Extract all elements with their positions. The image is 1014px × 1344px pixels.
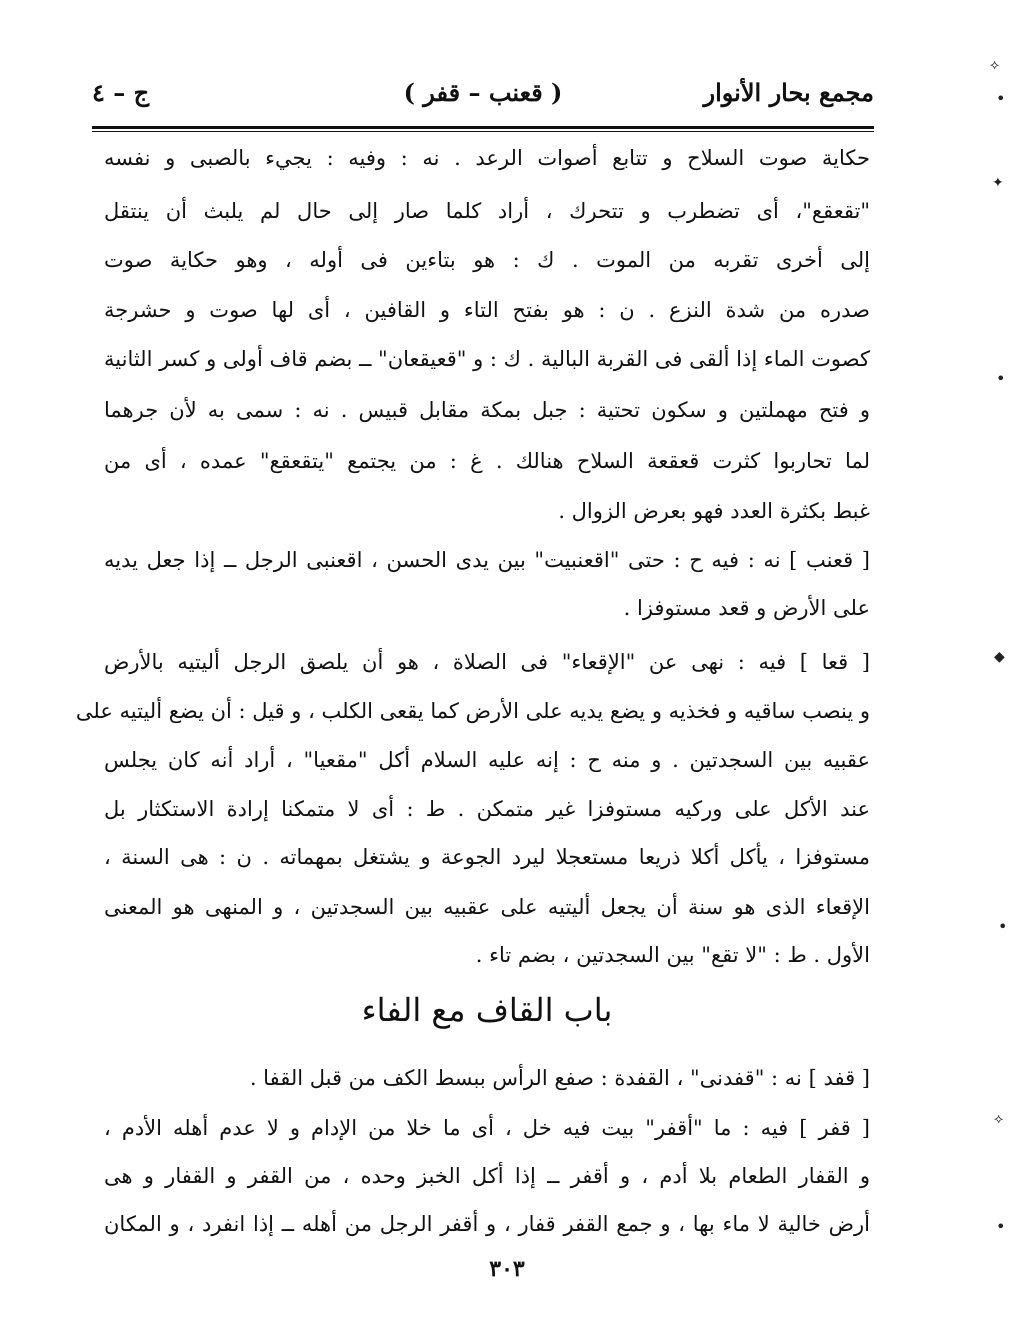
page-number: ٣٠٣ <box>489 1256 525 1282</box>
entry-qaa-line-3: عقبيه بين السجدتين . و منه ح : إنه عليه السلام أكل "مقعيا" ، أراد أنه كان يجلس <box>104 748 870 772</box>
section-title: باب القاف مع الفاء <box>361 991 613 1029</box>
entry-qanab-line-2: على الأرض و قعد مستوفزا . <box>623 596 870 620</box>
entry-qanab-line-1: [ قعنب ] نه : فيه ح : حتى "اقعنبيت" بين يدى الحسن ، اقعنبى الرجل ــ إذا جعل يديه <box>104 548 870 572</box>
scan-speck: • <box>996 89 1006 108</box>
scan-speck: ◆ <box>994 649 1005 665</box>
text-line-2: "تقعقع"، أى تضطرب و تتحرك ، أراد كلما صار إلى حال لم يلبث أن ينتقل <box>104 199 870 223</box>
entry-qaa-line-5: مستوفزا ، يأكل أكلا ذريعا مستعجلا ليرد الجوعة و يشتغل بمهماته . ن : هى السنة ، <box>104 845 870 869</box>
header-rule-thick <box>92 126 874 129</box>
scan-speck: ⟡ <box>990 57 1000 73</box>
entry-qaa-line-1: [ قعا ] فيه : نهى عن "الإقعاء" فى الصلاة ، هو أن يلصق الرجل أليتيه بالأرض <box>104 650 870 674</box>
text-line-7: لما تحاربوا كثرت قعقعة السلاح هنالك . غ : من يجتمع "يتقعقع" عمده ، أى من <box>104 449 870 473</box>
text-line-3: إلى أخرى تقربه من الموت . ك : هو بتاءين فى أوله ، وهو حكاية صوت <box>104 248 870 272</box>
scan-speck: • <box>996 369 1006 388</box>
text-line-5: كصوت الماء إذا ألقى فى القربة البالية . ك : و "قعيقعان" ــ بضم قاف أولى و كسر الثانية <box>104 347 870 371</box>
entry-qafr-line-3: أرض خالية لا ماء بها ، و جمع القفر قفار ، و أقفر الرجل من أهله ــ إذا انفرد ، و المكان <box>104 1212 870 1236</box>
entry-qaa-line-2: و ينصب ساقيه و فخذيه و يضع يديه على الأرض كما يقعى الكلب ، و قيل : أن يضع أليتيه على <box>75 699 870 723</box>
volume-label: ج – ٤ <box>92 78 150 107</box>
scan-speck: • <box>998 917 1008 936</box>
book-title: مجمع بحار الأنوار <box>703 78 874 107</box>
page-header <box>92 78 874 124</box>
entry-qaa-line-4: عند الأكل على وركيه مستوفزا غير متمكن . ط : أى لا متمكنا إرادة الاستكثار بل <box>104 797 870 821</box>
entry-qafad-line-1: [ قفد ] نه : "قفدنى" ، القفدة : صفع الرأس ببسط الكف من قبل القفا . <box>249 1066 870 1090</box>
text-line-1: حكاية صوت السلاح و تتابع أصوات الرعد . نه : وفيه : يجيء بالصبى و نفسه <box>104 146 870 170</box>
text-line-8: غبط بكثرة العدد فهو بعرض الزوال . <box>558 499 870 523</box>
scan-speck: ⟡ <box>994 1111 1004 1127</box>
text-line-4: صدره من شدة النزع . ن : هو بفتح التاء و القافين ، أى لها صوت و حشرجة <box>104 298 870 322</box>
entry-range: ( قعنب – قفر ) <box>403 78 563 107</box>
entry-qafr-line-1: [ قفر ] فيه : ما "أقفر" بيت فيه خل ، أى ما خلا من الإدام و لا عدم أهله الأدم ، <box>104 1116 870 1140</box>
header-rule-thin <box>92 131 874 132</box>
entry-qaa-line-6: الإقعاء الذى هو سنة أن يجعل أليتيه على عقبيه بين السجدتين ، و المنهى هو المعنى <box>104 895 870 919</box>
scan-speck: • <box>996 1217 1006 1236</box>
text-line-6: و فتح مهملتين و سكون تحتية : جبل بمكة مقابل قبيس . نه : سمى به لأن جرهما <box>104 398 870 422</box>
entry-qafr-line-2: و القفار الطعام بلا أدم ، و أقفر ــ إذا أكل الخبز وحده ، من القفر و القفار و هى <box>104 1164 870 1188</box>
scan-speck: ✦ <box>992 175 1004 191</box>
entry-qaa-line-7: الأول . ط : "لا تقع" بين السجدتين ، بضم تاء . <box>475 943 870 967</box>
